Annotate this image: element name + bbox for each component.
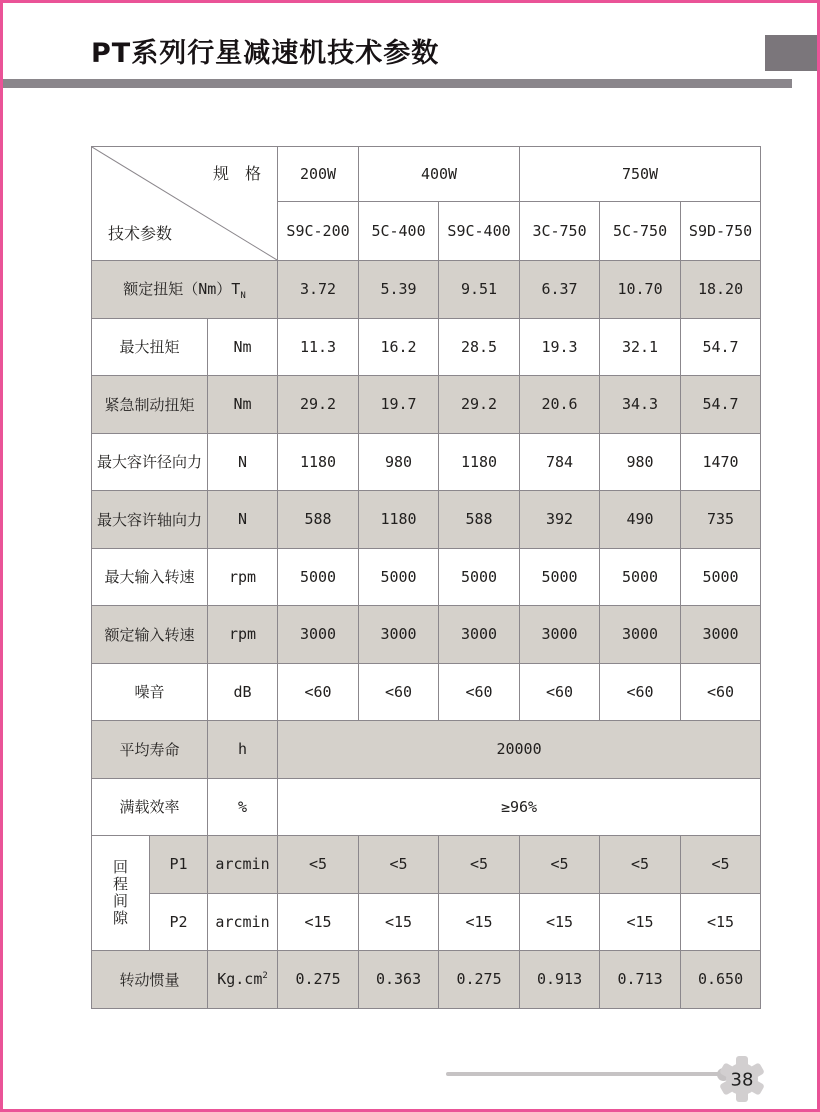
row-label: P2 [150, 893, 208, 951]
cell-value: <15 [520, 893, 600, 951]
row-label: P1 [150, 836, 208, 894]
row-label: 满载效率 [92, 778, 208, 836]
row-unit: h [208, 721, 278, 779]
cell-value: <60 [520, 663, 600, 721]
cell-value: 34.3 [600, 376, 681, 434]
cell-value: 1180 [439, 433, 520, 491]
cell-value: 3000 [681, 606, 761, 664]
cell-value: 1180 [278, 433, 359, 491]
cell-value: 1180 [359, 491, 439, 549]
title-divider-rule [3, 79, 792, 88]
cell-value: 3.72 [278, 261, 359, 319]
cell-value: 0.713 [600, 951, 681, 1009]
cell-value: 11.3 [278, 318, 359, 376]
model-header: S9C-400 [439, 202, 520, 261]
table-row-noise [92, 663, 761, 721]
cell-merged-value: 20000 [278, 721, 761, 779]
backlash-group-label: 回程间隙 [92, 836, 150, 951]
table-row-rated-input-speed [92, 606, 761, 664]
cell-value: 54.7 [681, 318, 761, 376]
table-row-inertia [92, 951, 761, 1009]
cell-value: 0.650 [681, 951, 761, 1009]
cell-value: <5 [520, 836, 600, 894]
cell-value: 5000 [278, 548, 359, 606]
corner-params-label: 技术参数 [108, 224, 173, 243]
model-header: S9D-750 [681, 202, 761, 261]
row-unit: % [208, 778, 278, 836]
cell-value: 29.2 [278, 376, 359, 434]
row-label: 额定输入转速 [92, 606, 208, 664]
row-label: 最大容许径向力 [92, 433, 208, 491]
corner-header-cell [92, 147, 278, 261]
row-unit: dB [208, 663, 278, 721]
row-unit: arcmin [208, 893, 278, 951]
row-unit: N [208, 433, 278, 491]
cell-value: <5 [600, 836, 681, 894]
cell-value: 1470 [681, 433, 761, 491]
spec-table [91, 146, 761, 1009]
cell-value: 3000 [439, 606, 520, 664]
row-label: 转动惯量 [92, 951, 208, 1009]
row-label: 最大容许轴向力 [92, 491, 208, 549]
cell-value: 28.5 [439, 318, 520, 376]
row-label: 最大输入转速 [92, 548, 208, 606]
cell-value: 9.51 [439, 261, 520, 319]
cell-value: 3000 [359, 606, 439, 664]
cell-value: <15 [681, 893, 761, 951]
model-header: S9C-200 [278, 202, 359, 261]
cell-value: 5.39 [359, 261, 439, 319]
cell-value: <5 [439, 836, 520, 894]
cell-value: <60 [439, 663, 520, 721]
cell-value: 0.275 [439, 951, 520, 1009]
cell-value: 5000 [520, 548, 600, 606]
cell-value: <60 [359, 663, 439, 721]
cell-value: 5000 [439, 548, 520, 606]
cell-value: 20.6 [520, 376, 600, 434]
table-row-max-input-speed [92, 548, 761, 606]
cell-value: <60 [278, 663, 359, 721]
table-header-row-power [92, 147, 761, 202]
model-header: 5C-750 [600, 202, 681, 261]
table-row-brake-torque [92, 376, 761, 434]
cell-value: <15 [359, 893, 439, 951]
cell-value: 3000 [600, 606, 681, 664]
cell-value: <60 [681, 663, 761, 721]
table-row-average-life [92, 721, 761, 779]
footer-rule [446, 1072, 724, 1076]
cell-value: 980 [600, 433, 681, 491]
row-unit: Nm [208, 318, 278, 376]
model-header: 3C-750 [520, 202, 600, 261]
model-header: 5C-400 [359, 202, 439, 261]
cell-value: <15 [600, 893, 681, 951]
cell-value: 16.2 [359, 318, 439, 376]
corner-spec-label: 规 格 [213, 164, 262, 183]
table-row-backlash-p2 [92, 893, 761, 951]
row-unit: rpm [208, 606, 278, 664]
row-label: 最大扭矩 [92, 318, 208, 376]
cell-merged-value: ≥96% [278, 778, 761, 836]
cell-value: 0.363 [359, 951, 439, 1009]
cell-value: <15 [278, 893, 359, 951]
cell-value: 5000 [600, 548, 681, 606]
cell-value: 392 [520, 491, 600, 549]
row-label: 噪音 [92, 663, 208, 721]
cell-value: 10.70 [600, 261, 681, 319]
table-row-backlash-p1 [92, 836, 761, 894]
cell-value: <60 [600, 663, 681, 721]
power-group-750w: 750W [520, 147, 761, 202]
cell-value: 588 [439, 491, 520, 549]
gear-icon [717, 1054, 767, 1104]
power-group-400w: 400W [359, 147, 520, 202]
cell-value: 6.37 [520, 261, 600, 319]
cell-value: 32.1 [600, 318, 681, 376]
row-unit: Nm [208, 376, 278, 434]
table-row-rated-torque [92, 261, 761, 319]
cell-value: 29.2 [439, 376, 520, 434]
cell-value: 3000 [278, 606, 359, 664]
cell-value: 54.7 [681, 376, 761, 434]
row-label: 平均寿命 [92, 721, 208, 779]
cell-value: 18.20 [681, 261, 761, 319]
cell-value: 0.275 [278, 951, 359, 1009]
row-unit: arcmin [208, 836, 278, 894]
table-row-efficiency [92, 778, 761, 836]
cell-value: 735 [681, 491, 761, 549]
page-title: PT系列行星减速机技术参数 [91, 38, 440, 69]
table-row-axial-force [92, 491, 761, 549]
cell-value: <5 [278, 836, 359, 894]
row-label: 额定扭矩$(Nm)T_N$ [92, 261, 278, 319]
cell-value: 5000 [359, 548, 439, 606]
cell-value: <15 [439, 893, 520, 951]
cell-value: 19.3 [520, 318, 600, 376]
cell-value: <5 [681, 836, 761, 894]
cell-value: 0.913 [520, 951, 600, 1009]
table-row-radial-force [92, 433, 761, 491]
row-unit: $Kg.cm^2$ [208, 951, 278, 1009]
cell-value: 588 [278, 491, 359, 549]
cell-value: 3000 [520, 606, 600, 664]
cell-value: <5 [359, 836, 439, 894]
cell-value: 490 [600, 491, 681, 549]
cell-value: 980 [359, 433, 439, 491]
row-label: 紧急制动扭矩 [92, 376, 208, 434]
power-group-200w: 200W [278, 147, 359, 202]
cell-value: 19.7 [359, 376, 439, 434]
row-unit: N [208, 491, 278, 549]
page-number: 38 [730, 1069, 754, 1091]
table-row-max-torque [92, 318, 761, 376]
row-unit: rpm [208, 548, 278, 606]
corner-decoration-block [765, 35, 818, 71]
cell-value: 784 [520, 433, 600, 491]
cell-value: 5000 [681, 548, 761, 606]
